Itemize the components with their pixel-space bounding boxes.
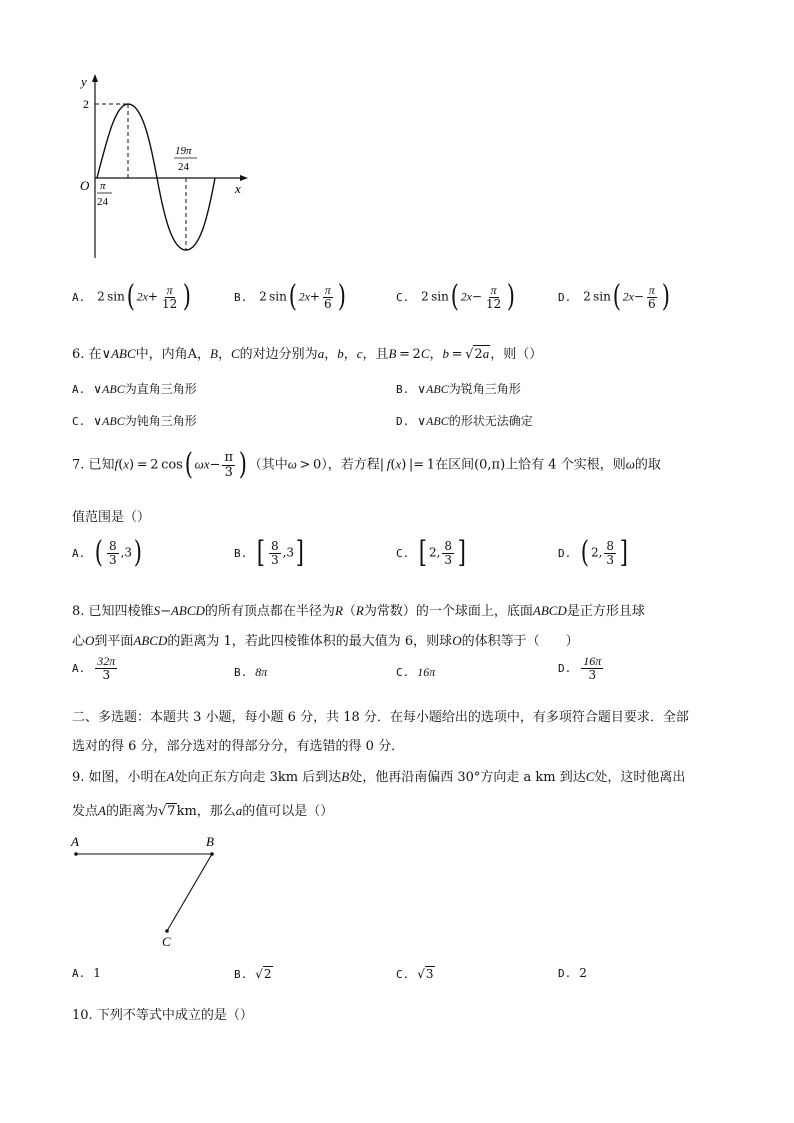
q9-line2-a: 发点 — [72, 804, 99, 819]
q10-stem — [72, 1004, 253, 1023]
q7-option-b-label: B. — [234, 546, 248, 560]
q5-option-b[interactable]: B. 2 sin( 2x+ $\frac{\pi}{6}$ ) — [234, 279, 346, 314]
peak-x-num: π — [100, 180, 106, 192]
q9-options — [72, 966, 752, 990]
q9-line2-c: km，那么 — [176, 804, 236, 819]
q5-b-num: π — [324, 282, 331, 297]
sine-graph — [70, 70, 260, 265]
q8-line1-e: 是正方形且球 — [566, 604, 645, 619]
q6-text-b: 中，内角A， — [135, 347, 211, 362]
q6-d-tri: ∨ABC — [417, 414, 449, 428]
q8-option-b[interactable] — [234, 665, 267, 680]
q9-option-c[interactable]: C. √ 3 — [396, 967, 434, 981]
q7-text-a: 已知 — [88, 457, 115, 473]
q6-option-b-label: B. — [396, 383, 410, 396]
sine-curve — [97, 104, 215, 250]
q6-option-d-label: D. — [396, 415, 410, 428]
q8-line2-a: 心 — [72, 634, 86, 649]
point-a — [74, 852, 78, 856]
q7-text-c: ），若方程 — [321, 457, 380, 473]
q9-line1-d: 处，这时他离出 — [594, 770, 686, 785]
q5-a-op: + — [147, 289, 158, 304]
trough-x-den: 24 — [178, 161, 189, 173]
q9-option-d-text: 2 — [579, 966, 587, 980]
q10-number: 10. — [72, 1008, 93, 1023]
q9-line1-a: 如图，小明在 — [88, 770, 167, 785]
x-axis-arrow — [240, 175, 248, 181]
q8-option-a-label: A. — [72, 661, 86, 675]
q8-option-c[interactable] — [396, 665, 435, 680]
q10-text: 下列不等式中成立的是（） — [96, 1008, 253, 1023]
y-axis-label: y — [81, 74, 87, 89]
q5-b-op: + — [309, 289, 320, 304]
origin-label: O — [80, 178, 90, 193]
point-c — [165, 929, 169, 933]
q5-d-num: π — [648, 282, 655, 297]
peak-x-den: 24 — [97, 196, 108, 208]
q6-tri: ∨ABC — [101, 346, 136, 361]
q5-option-d-label: D. — [558, 290, 572, 304]
y-tick-2: 2 — [83, 97, 89, 111]
q6-option-b-text: 为锐角三角形 — [448, 382, 521, 396]
q5-options — [72, 279, 752, 322]
q9-line1-b: 处向正东方向走 3km 后到达 — [174, 770, 342, 785]
q7-option-c[interactable]: C. [ 2, $\frac{8}{3}$ ] — [396, 535, 467, 570]
q6-text-d: 的对边分别为 — [239, 347, 318, 362]
q5-option-a-label: A. — [72, 290, 86, 304]
q6-option-d[interactable] — [396, 412, 533, 429]
q9-option-b-label: B. — [234, 968, 248, 981]
q6-option-a-text: 为直角三角形 — [124, 382, 197, 396]
q9-option-a-label: A. — [72, 967, 86, 980]
q8-line2: 心O到平面ABCD的距离为 1，若此四棱锥体积的最大值为 6，则球O的体积等于（ ） — [72, 633, 579, 649]
q8-option-a[interactable] — [72, 655, 119, 681]
q8-line2-b: 到平面 — [94, 634, 134, 649]
q7-number: 7. — [72, 457, 85, 473]
q9-line1-c: 处，他再沿南偏西 30°方向走 a km 到达 — [349, 770, 586, 785]
q6-text-f: ， — [429, 347, 443, 362]
q5-option-d[interactable]: D. 2 sin( 2x− $\frac{\pi}{6}$ ) — [558, 279, 670, 314]
q6-option-b[interactable] — [396, 380, 521, 397]
q5-option-b-label: B. — [234, 290, 248, 304]
q9-option-c-rad: 3 — [425, 967, 434, 981]
q9-line2-b: 的距离为 — [105, 804, 158, 819]
q7-text-e: 上恰有 4 个实根，则 — [505, 457, 626, 473]
q8-line1-b: 的所有顶点都在半径为 — [204, 604, 335, 619]
section2-line1: 二、多选题：本题共 3 小题，每小题 6 分，共 18 分．在每小题给出的选项中，有多项符合题目要求．全部 — [72, 710, 689, 725]
q5-b-den: 6 — [323, 296, 332, 311]
q8-a-num: 32π — [97, 654, 116, 668]
q6-option-c[interactable] — [72, 412, 197, 429]
q7-stem: 7. 已知f(x) = 2 cos( ωx− $\frac{\pi}{3}$ ) （其中ω > 0），若方程| f(x) |= 1在区间(0,π)上恰有 4 个实根，则ω的取 — [72, 447, 661, 482]
q9-line2: 发点A的距离为√ 7 km，那么a的值可以是（） — [72, 803, 334, 819]
q8-line1: 8. 已知四棱锥S−ABCD的所有顶点都在半径为R（R为常数）的一个球面上，底面ABCD是正方形且球 — [72, 603, 645, 619]
q5-c-op: − — [471, 289, 482, 304]
q9-figure — [66, 832, 236, 952]
q5-a-den: 12 — [161, 296, 178, 311]
q9-option-d[interactable] — [558, 966, 587, 980]
q8-line1-c: （ — [342, 604, 356, 619]
q5-c-num: π — [490, 282, 497, 297]
q7-option-c-label: C. — [396, 546, 410, 560]
q8-option-c-text: 16π — [417, 665, 436, 679]
q8-d-num: 16π — [583, 654, 602, 668]
q6-number: 6. — [72, 347, 85, 362]
q8-line2-c: 的距离为 1，若此四棱锥体积的最大值为 6，则球 — [167, 634, 453, 649]
q5-d-op: − — [633, 289, 644, 304]
q6-b-tri: ∨ABC — [417, 382, 449, 396]
q8-option-b-label: B. — [234, 666, 248, 679]
q8-d-den: 3 — [588, 667, 597, 682]
q9-option-d-label: D. — [558, 967, 572, 980]
q6-text-a: 在 — [88, 347, 102, 362]
q5-c-den: 12 — [485, 296, 502, 311]
q7-line2: 值范围是（） — [72, 510, 151, 525]
q9-option-a[interactable] — [72, 966, 101, 980]
q7-options — [72, 535, 752, 582]
label-c: C — [162, 934, 171, 949]
q5-d-den: 6 — [647, 296, 656, 311]
q7-option-a[interactable]: A. ( $\frac{8}{3}$ ,3) — [72, 535, 143, 570]
q9-option-a-text: 1 — [93, 966, 101, 980]
q6-option-d-text: 的形状无法确定 — [448, 414, 533, 428]
q8-line1-a: 已知四棱锥 — [88, 604, 154, 619]
q8-option-d[interactable] — [558, 655, 605, 681]
q6-text-e: ，且 — [362, 347, 389, 362]
section2-line2: 选对的得 6 分，部分选对的得部分分，有选错的得 0 分． — [72, 739, 405, 754]
q9-option-b[interactable]: B. √ 2 — [234, 967, 272, 981]
q9-option-b-rad: 2 — [263, 967, 272, 981]
q7-option-a-label: A. — [72, 546, 86, 560]
q8-line2-d: 的体积等于（ ） — [461, 634, 579, 649]
point-b — [210, 852, 214, 856]
q9-number: 9. — [72, 770, 85, 785]
y-axis-arrow — [92, 74, 98, 82]
q8-line1-d: 为常数）的一个球面上，底面 — [363, 604, 533, 619]
q6-option-c-label: C. — [72, 415, 86, 428]
q6-option-a[interactable] — [72, 380, 197, 397]
q5-a-num: π — [166, 282, 173, 297]
label-a: A — [71, 834, 79, 849]
label-b: B — [206, 834, 214, 849]
q7-option-b[interactable]: B. [ $\frac{8}{3}$ ,3] — [234, 535, 305, 570]
q8-options — [72, 655, 752, 695]
q8-option-c-label: C. — [396, 666, 410, 679]
q6-a-tri: ∨ABC — [93, 382, 125, 396]
q9-line1: 9. 如图，小明在A处向正东方向走 3km 后到达B处，他再沿南偏西 30°方向走 a km 到达C处，这时他离出 — [72, 769, 686, 785]
trough-x-num: 19π — [175, 145, 192, 157]
q7-option-d-label: D. — [558, 546, 572, 560]
q5-option-a[interactable]: A. 2 sin( 2x+ $\frac{\pi}{12}$ ) — [72, 279, 192, 314]
q9-option-c-label: C. — [396, 968, 410, 981]
q8-option-d-label: D. — [558, 661, 572, 675]
q6-option-c-text: 为钝角三角形 — [124, 414, 197, 428]
x-axis-label: x — [235, 181, 241, 196]
q9-line2-d: 的值可以是（） — [242, 804, 334, 819]
q6-option-a-label: A. — [72, 383, 86, 396]
q8-option-b-text: 8π — [255, 665, 268, 679]
q5-option-c[interactable]: C. 2 sin( 2x− $\frac{\pi}{12}$ ) — [396, 279, 516, 314]
q6-text-c: ， — [217, 347, 231, 362]
q7-text-d: 在区间 — [435, 457, 475, 473]
q6-stem: 6. 在∨ABC中，内角A，B，C的对边分别为a，b，c，且B = 2C，b = √ 2a ，则（） — [72, 346, 543, 362]
q6-c-tri: ∨ABC — [93, 414, 125, 428]
q7-text-b: （其中 — [248, 457, 288, 473]
segment-bc — [167, 854, 212, 931]
q7-text-f: 的取 — [634, 457, 661, 473]
q7-option-d[interactable]: D. ( 2, $\frac{8}{3}$ ] — [558, 535, 629, 570]
q6-text-g: ，则（） — [490, 347, 543, 362]
q8-number: 8. — [72, 604, 85, 619]
q5-option-c-label: C. — [396, 290, 410, 304]
q8-a-den: 3 — [102, 667, 111, 682]
